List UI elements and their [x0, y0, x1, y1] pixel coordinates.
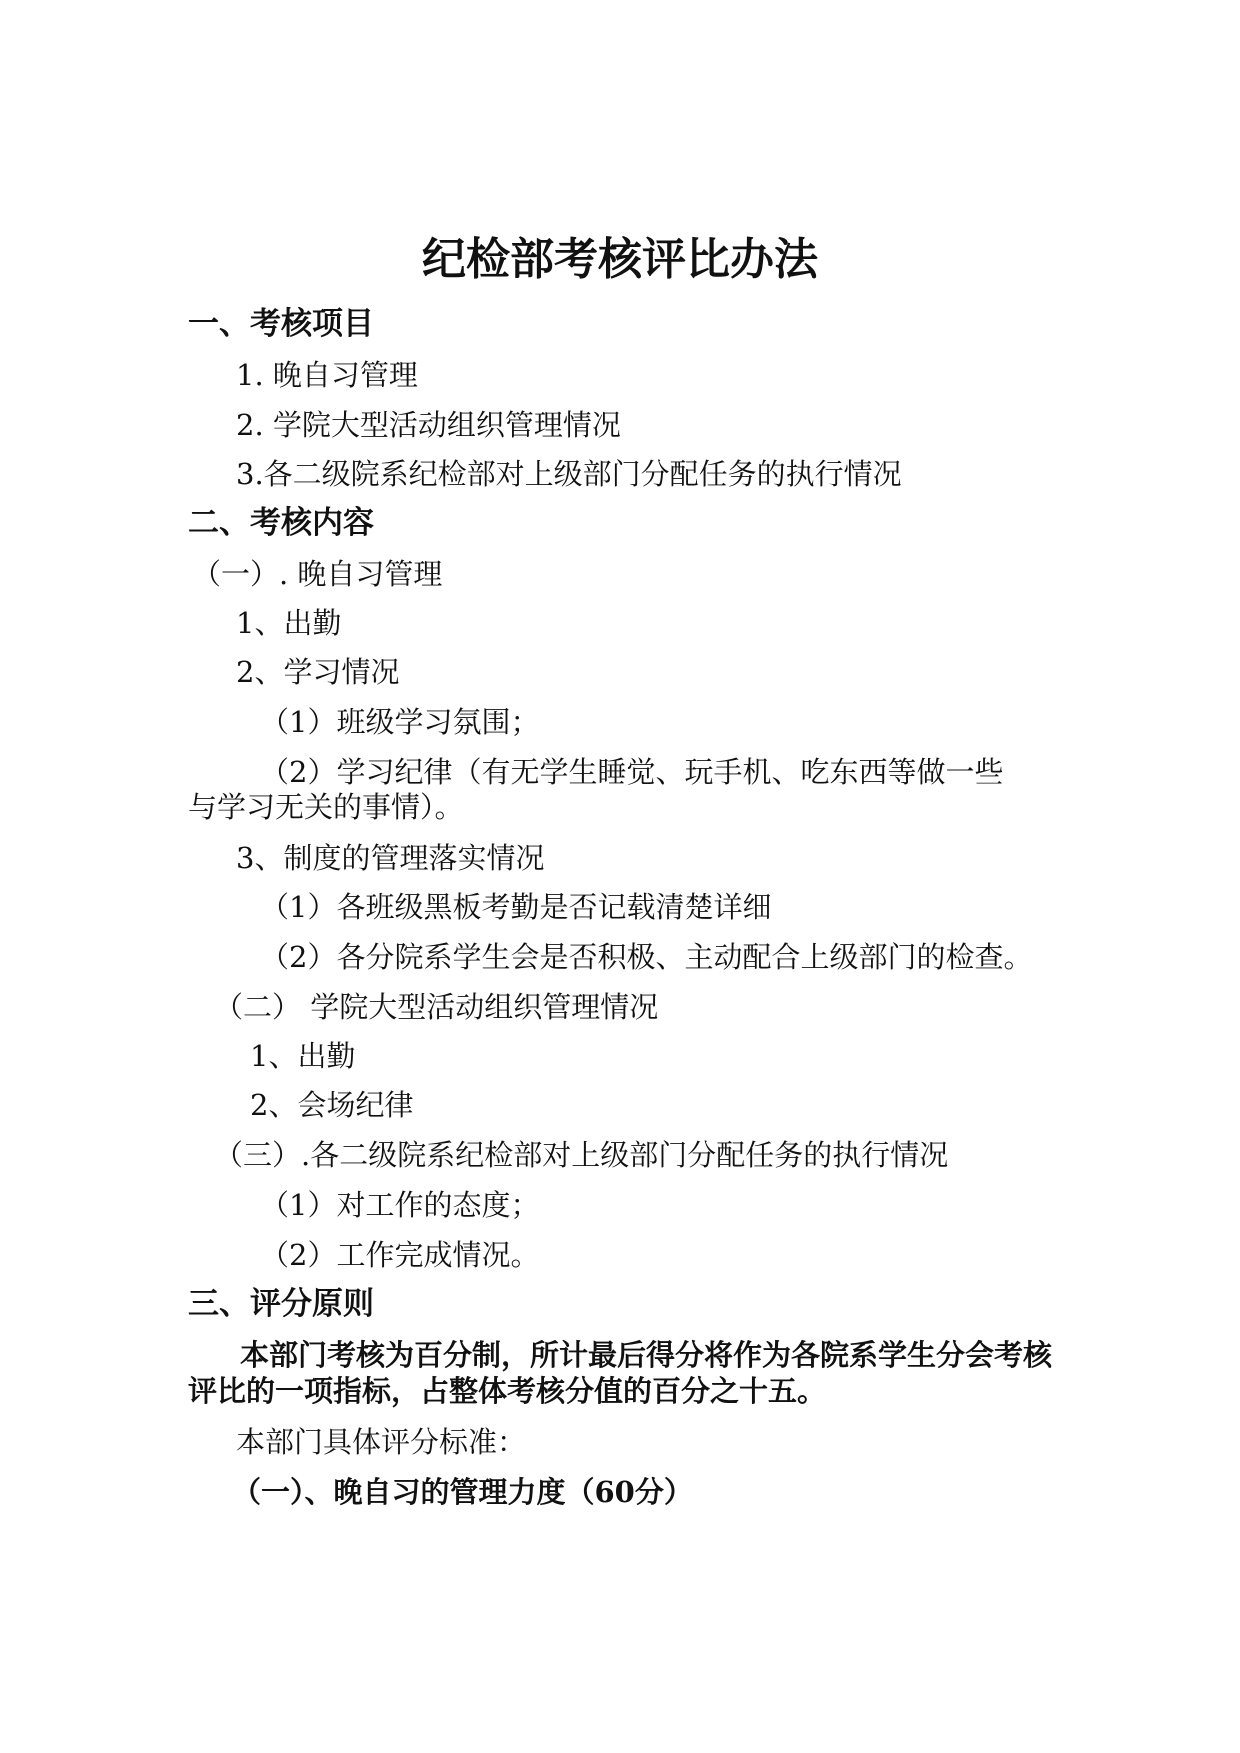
part3-heading: （三）.各二级院系纪检部对上级部门分配任务的执行情况	[214, 1138, 949, 1172]
section3-paragraph: 本部门考核为百分制，所计最后得分将作为各院系学生分会考核	[240, 1338, 1053, 1372]
section1-item: 3.各二级院系纪检部对上级部门分配任务的执行情况	[236, 457, 902, 491]
section3-heading: 三、评分原则	[188, 1286, 374, 1322]
part1-item: 3、制度的管理落实情况	[236, 841, 545, 875]
section1-heading: 一、考核项目	[188, 306, 374, 342]
section1-item: 1. 晚自习管理	[236, 358, 418, 392]
part1-subitem: （2）学习纪律（有无学生睡觉、玩手机、吃东西等做一些	[260, 755, 1004, 789]
part1-subitem: （1）班级学习氛围；	[260, 705, 540, 739]
standard-subheading: （一）、晚自习的管理力度（60分）	[232, 1475, 693, 1509]
part1-item: 2、学习情况	[236, 655, 400, 689]
section3-paragraph-continuation: 评比的一项指标，占整体考核分值的百分之十五。	[188, 1374, 827, 1408]
section1-item: 2. 学院大型活动组织管理情况	[236, 408, 621, 442]
part1-subitem-continuation: 与学习无关的事情）。	[188, 790, 464, 824]
part3-subitem: （1）对工作的态度；	[260, 1188, 540, 1222]
part2-item: 2、会场纪律	[250, 1088, 414, 1122]
part3-subitem: （2）工作完成情况。	[260, 1238, 540, 1272]
part2-item: 1、出勤	[250, 1039, 356, 1073]
part1-item: 1、出勤	[236, 606, 342, 640]
document-title: 纪检部考核评比办法	[422, 234, 818, 285]
section2-heading: 二、考核内容	[188, 505, 374, 541]
part1-subitem: （1）各班级黑板考勤是否记载清楚详细	[260, 890, 772, 924]
part1-subitem: （2）各分院系学生会是否积极、主动配合上级部门的检查。	[260, 940, 1033, 974]
part2-heading: （二） 学院大型活动组织管理情况	[214, 990, 659, 1024]
part1-heading: （一）. 晚自习管理	[192, 557, 443, 591]
standard-intro: 本部门具体评分标准：	[236, 1425, 527, 1459]
